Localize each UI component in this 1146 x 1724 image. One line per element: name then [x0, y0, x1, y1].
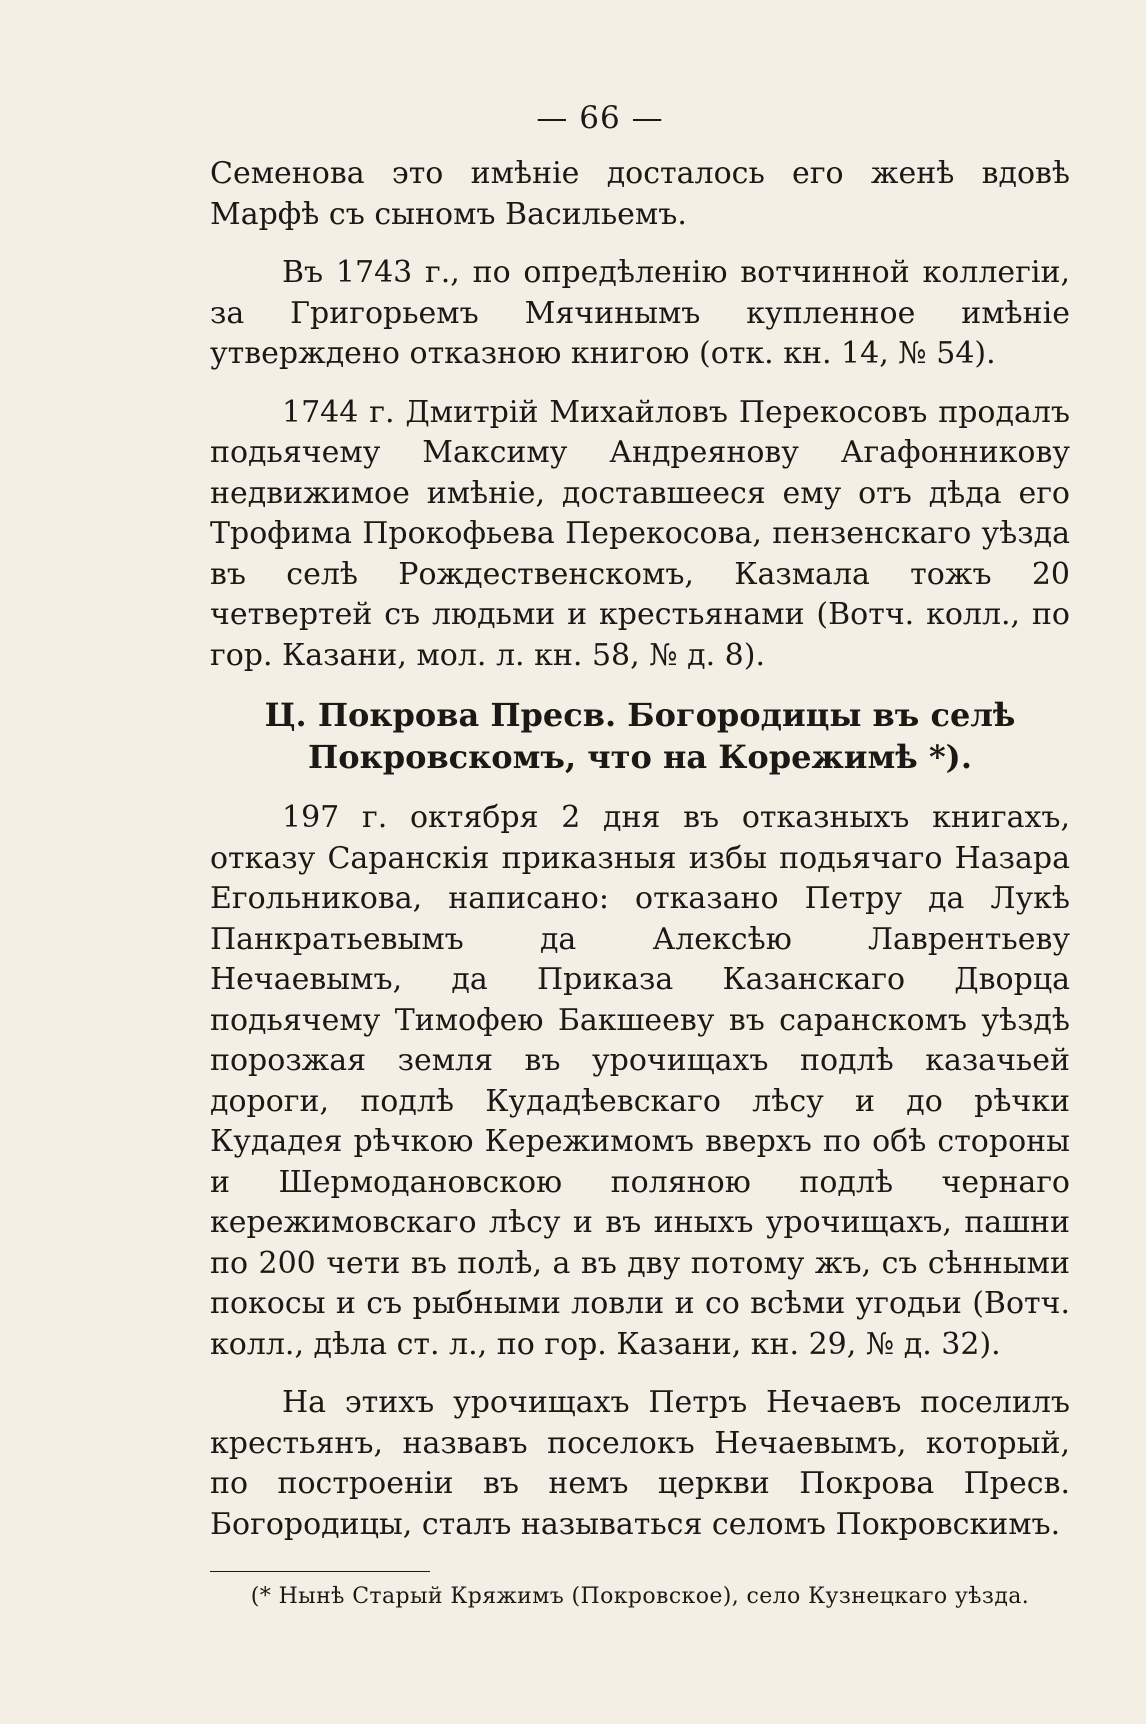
footnote: (* Нынѣ Старый Кряжимъ (Покровское), село Кузнецкаго уѣзда. [250, 1584, 1030, 1609]
footnote-divider [210, 1571, 430, 1572]
paragraph-1: Семенова это имѣніе досталось его женѣ вдовѣ Марфѣ съ сыномъ Васильемъ. [210, 156, 1070, 232]
paragraph-4: 197 г. октября 2 дня въ отказныхъ книгахъ, отказу Саранскія приказныя избы подьячаго Назара Егольникова, написано: отказано Петру да Лукѣ Панкратьевымъ да Алексѣю Лаврентьеву Нечаевымъ, да Приказа Казанскаго Дворца подьячему Тимофею Бакшееву въ саранскомъ уѣздѣ порозжая земля въ урочищахъ подлѣ казачьей дороги, подлѣ Кудадѣевскаго лѣсу и до рѣчки Кудадея рѣчкою Кережимомъ вверхъ по обѣ стороны и Шермодановскою поляною подлѣ чернаго кережимовскаго лѣсу и въ иныхъ урочищахъ, пашни по 200 чети въ полѣ, а въ дву потому жъ, съ сѣнными покосы и съ рыбными ловли и со всѣми угодьи (Вотч. колл., дѣла ст. л., по гор. Казани, кн. 29, № д. 32). [210, 800, 1070, 1362]
page [210, 100, 1070, 1612]
page-number: — 66 — [536, 100, 664, 136]
paragraph-2: Въ 1743 г., по опредѣленію вотчинной коллегіи, за Григорьемъ Мячинымъ купленное имѣніе утверждено отказною книгою (отк. кн. 14, № 54). [210, 255, 1070, 371]
section-heading: Ц. Покрова Пресв. Богородицы въ селѣ Покровскомъ, что на Корежимѣ *). [264, 696, 1016, 776]
paragraph-5: На этихъ урочищахъ Петръ Нечаевъ поселилъ крестьянъ, назвавъ поселокъ Нечаевымъ, который, по построеніи въ немъ церкви Покрова Пресв. Богородицы, сталъ называться селомъ Покровскимъ. [210, 1385, 1070, 1542]
paragraph-3: 1744 г. Дмитрій Михайловъ Перекосовъ продалъ подьячему Максиму Андреянову Агафонникову недвижимое имѣніе, доставшееся ему отъ дѣда его Трофима Прокофьева Перекосова, пензенскаго уѣзда въ селѣ Рождественскомъ, Казмала тожъ 20 четвертей съ людьми и крестьянами (Вотч. колл., по гор. Казани, мол. л. кн. 58, № д. 8). [210, 394, 1070, 673]
